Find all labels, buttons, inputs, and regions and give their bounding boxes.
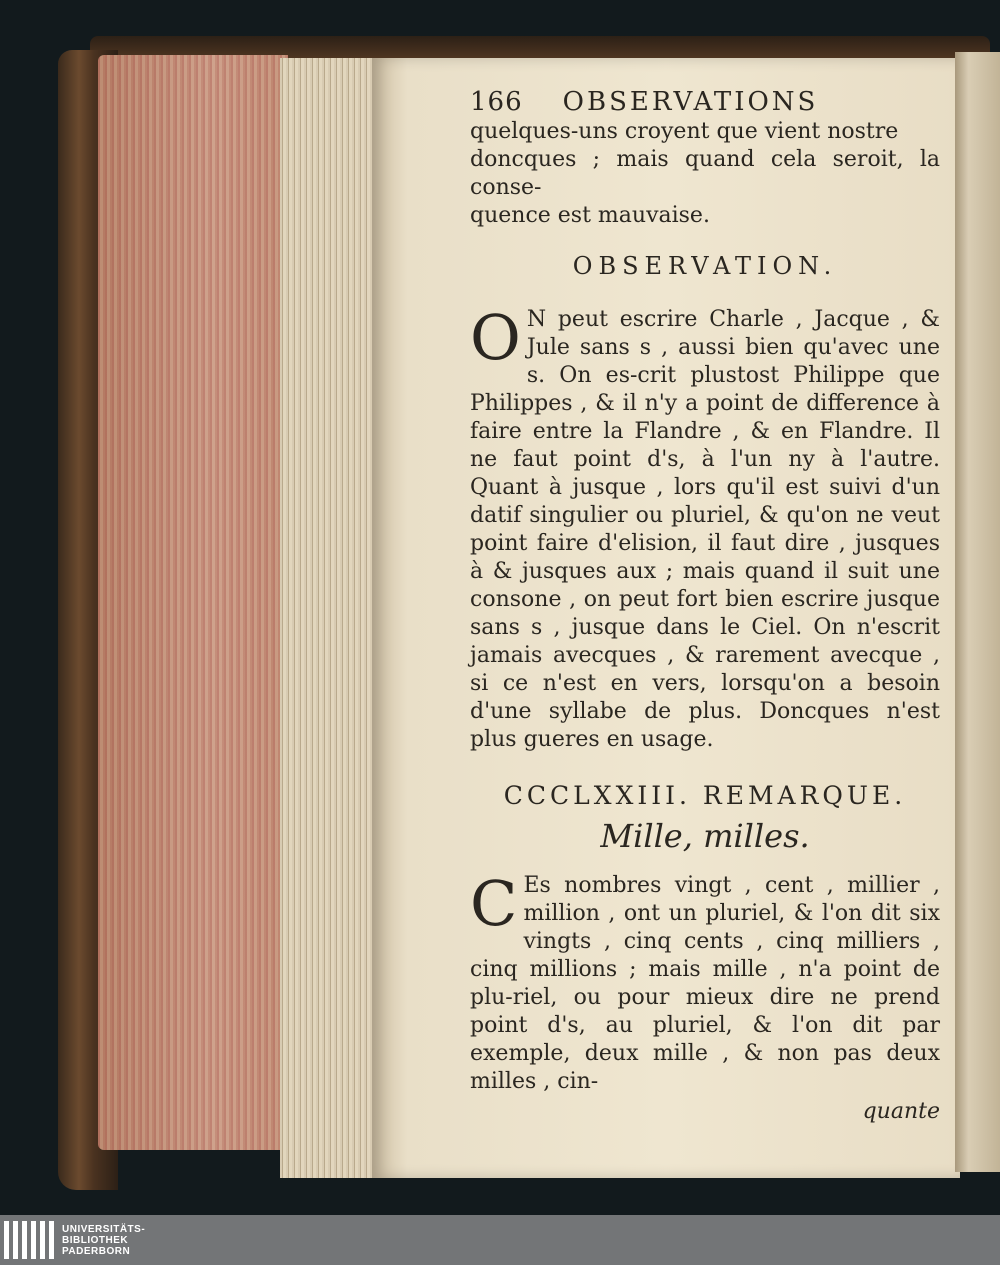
intro-line-1: quelques-uns croyent que vient nostre xyxy=(470,119,899,144)
page-edges-red xyxy=(98,55,288,1150)
library-logo-text xyxy=(62,1224,145,1257)
observation-paragraph xyxy=(470,301,940,754)
logo-line-3: PADERBORN xyxy=(62,1245,131,1257)
remarque-paragraph xyxy=(470,867,940,1096)
library-logo-icon xyxy=(4,1221,54,1259)
observation-dropcap: O xyxy=(470,301,521,374)
intro-line-3: quence est mauvaise. xyxy=(470,203,710,228)
remarque-title: Mille, milles. xyxy=(600,817,810,855)
logo-line-2: BIBLIOTHEK xyxy=(62,1234,129,1246)
catchword: quante xyxy=(862,1099,940,1124)
remarque-text: Es nombres vingt , cent , millier , million , ont un pluriel, & l'on dit six vingts , cinq cents , cinq milliers , cinq millions ; mais mille , n'a point de plu-riel, ou pour mieux dire ne prend point d's, au pluriel, & l'on dit par exemple, deux mille , & non pas deux milles , cin- xyxy=(470,873,940,1094)
running-head xyxy=(470,88,940,116)
remarque-heading: CCCLXXIII. REMARQUE. xyxy=(503,781,907,810)
observation-text: N peut escrire Charle , Jacque , & Jule sans s , aussi bien qu'avec une s. On es-crit plustost Philippe que Philippes , & il n'y a point de difference à faire entre la Flandre , & en Flandre. Il ne faut point d's, à l'un ny à l'autre. Quant à jusque , lors qu'il est suivi d'un datif singulier ou pluriel, & qu'on ne veut point faire d'elision, il faut dire , jusques à & jusques aux ; mais quand il suit une consone , on peut fort bien escrire jusque sans s , jusque dans le Ciel. On n'escrit jamais avecques , & rarement avecque , si ce n'est en vers, lorsqu'on a besoin d'une syllabe de plus. Doncques n'est plus gueres en usage. xyxy=(470,307,940,752)
running-title: OBSERVATIONS xyxy=(562,87,819,117)
page-number: 166 xyxy=(470,87,523,117)
library-footer xyxy=(0,1215,1000,1265)
page-content xyxy=(470,88,940,1126)
observation-heading: OBSERVATION. xyxy=(572,252,838,280)
remarque-dropcap: C xyxy=(470,867,518,940)
intro-line-2: doncques ; mais quand cela seroit, la conse- xyxy=(470,147,940,200)
logo-line-1: UNIVERSITÄTS- xyxy=(62,1223,146,1235)
facing-page-edge xyxy=(955,52,1000,1172)
